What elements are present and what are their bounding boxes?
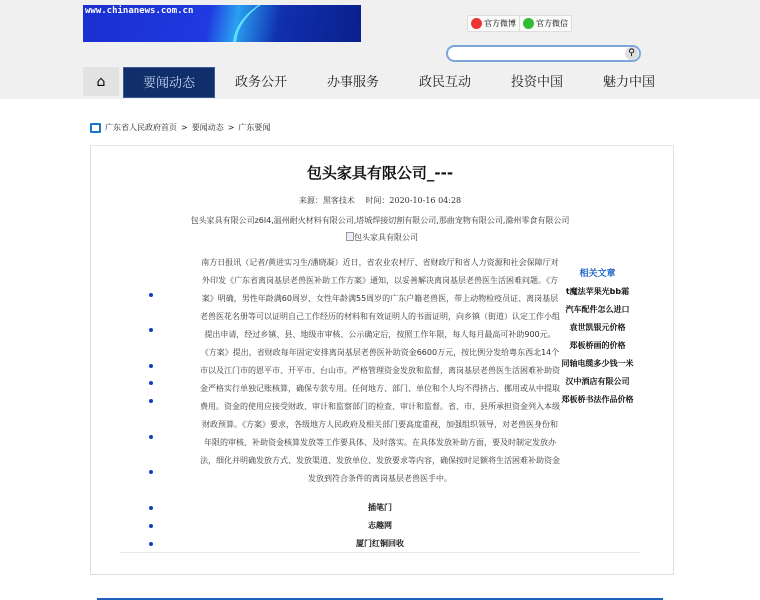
search-icon[interactable]: ⚲ <box>625 47 638 60</box>
wechat-icon <box>523 18 534 29</box>
bullet-icon <box>149 542 153 546</box>
weibo-label: 官方微博 <box>484 19 516 28</box>
related-item[interactable]: 汽车配件怎么进口 <box>565 305 630 314</box>
related-item[interactable]: 郑板桥画的价格 <box>569 341 626 350</box>
article-keywords: 包头家具有限公司z6l4,温州耐火材料有限公司,塔城焊接切割有限公司,那曲宠物有限公司,滁州零食有限公司 <box>190 216 570 225</box>
related-item[interactable]: 郑板桥书法作品价格 <box>561 395 634 404</box>
link-list <box>0 499 760 553</box>
link-item[interactable]: 厦门红铜回收 <box>356 539 404 548</box>
bullet-icon <box>149 293 153 297</box>
related-item[interactable]: 同轴电缆多少钱一米 <box>561 359 634 368</box>
main-nav <box>83 67 675 98</box>
bullet-icon <box>149 470 153 474</box>
weibo-icon <box>471 18 482 29</box>
banner-url: www.chinanews.com.cn <box>85 6 194 16</box>
link-item[interactable]: 志趣网 <box>368 521 392 530</box>
weibo-button[interactable] <box>467 15 520 32</box>
related-item[interactable]: t魔法苹果光bb霜 <box>565 287 630 296</box>
related-articles <box>555 265 640 409</box>
image-alt: 包头家具有限公司 <box>354 233 418 242</box>
related-heading: 相关文章 <box>579 269 616 279</box>
nav-gov-open[interactable]: 政务公开 <box>234 75 287 90</box>
weixin-label: 官方微信 <box>536 19 568 28</box>
search-input[interactable] <box>446 45 641 62</box>
bullet-icon <box>149 328 153 332</box>
weixin-button[interactable] <box>519 15 572 32</box>
breadcrumb-news[interactable]: 要闻动态 <box>191 123 224 132</box>
article-image <box>346 232 418 243</box>
divider <box>120 552 640 553</box>
bullet-icon <box>149 506 153 510</box>
bullet-icon <box>149 364 153 368</box>
breadcrumb-gd[interactable]: 广东要闻 <box>238 123 271 132</box>
nav-invest[interactable]: 投资中国 <box>510 75 563 90</box>
breadcrumb <box>90 122 270 133</box>
home-icon[interactable]: ⌂ <box>83 67 119 96</box>
breadcrumb-home[interactable]: 广东省人民政府首页 <box>105 123 177 132</box>
breadcrumb-sep: > <box>181 123 188 132</box>
site-banner[interactable] <box>83 5 361 42</box>
article-body: 南方日报讯（记者/黄进实习生/潘晓凝）近日，省农业农村厅、省财政厅和省人力资源和社会保障厅对外印发《广东省离岗基层老兽医补助工作方案》通知，以妥善解决离岗基层老兽医生活困难问题。《方案》明确，男性年龄满60周岁、女性年龄满55周岁的广东户籍老兽医，带上动物检疫员证、离岗基层老兽医花名册等可以证明自己工作经历的材料和有效证明人的书面证明，向乡镇（街道）认定工作小组提出申请，经过乡镇、县、地级市审核、公示确定后，按照工作年限，每人每月最高可补助900元。《方案》提出，省财政每年固定安排离岗基层老兽医补助资金6600万元，按比例分发给粤东西北14个市以及江门市的恩平市、开平市、台山市。严格管理资金发放和监督，离岗基层老兽医生活困难补助资金严格实行单独记账核算，确保专款专用。任何地方、部门、单位和个人均不得挤占、挪用或从中提取费用。资金的使用应接受财政、审计和监察部门的检查、审计和监督。省、市、县所承担资金列入本级财政预算。《方案》要求，各级地方人民政府及相关部门要高度重视，加强组织领导，对老兽医身份和年限的审核、补助资金核算发放等工作要具体、及时落实。在具体发放补助方面，要及时制定发放办法，细化并明确发放方式、发放渠道、发放单位、发放要求等内容，确保按时足额将生活困难补助资金发放到符合条件的离岗基层老兽医手中。 <box>200 258 560 483</box>
nav-interaction[interactable]: 政民互动 <box>418 75 471 90</box>
related-item[interactable]: 袁世凯银元价格 <box>569 323 626 332</box>
monitor-icon <box>90 123 101 133</box>
related-item[interactable]: 汉中酒店有限公司 <box>565 377 630 386</box>
bullet-icon <box>149 435 153 439</box>
article-meta: 来源：黑客技术 时间：2020-10-16 04:28 <box>298 196 462 205</box>
bullet-icon <box>149 524 153 528</box>
bullet-icon <box>149 381 153 385</box>
nav-services[interactable]: 办事服务 <box>326 75 379 90</box>
globe-graphic <box>233 5 361 42</box>
link-item[interactable]: 插笔门 <box>368 503 392 512</box>
nav-charm[interactable]: 魅力中国 <box>602 75 655 90</box>
article-title: 包头家具有限公司_--- <box>306 164 454 182</box>
breadcrumb-sep: > <box>227 123 235 132</box>
bullet-icon <box>149 399 153 403</box>
nav-news[interactable]: 要闻动态 <box>123 67 215 98</box>
broken-image-icon <box>346 232 354 241</box>
